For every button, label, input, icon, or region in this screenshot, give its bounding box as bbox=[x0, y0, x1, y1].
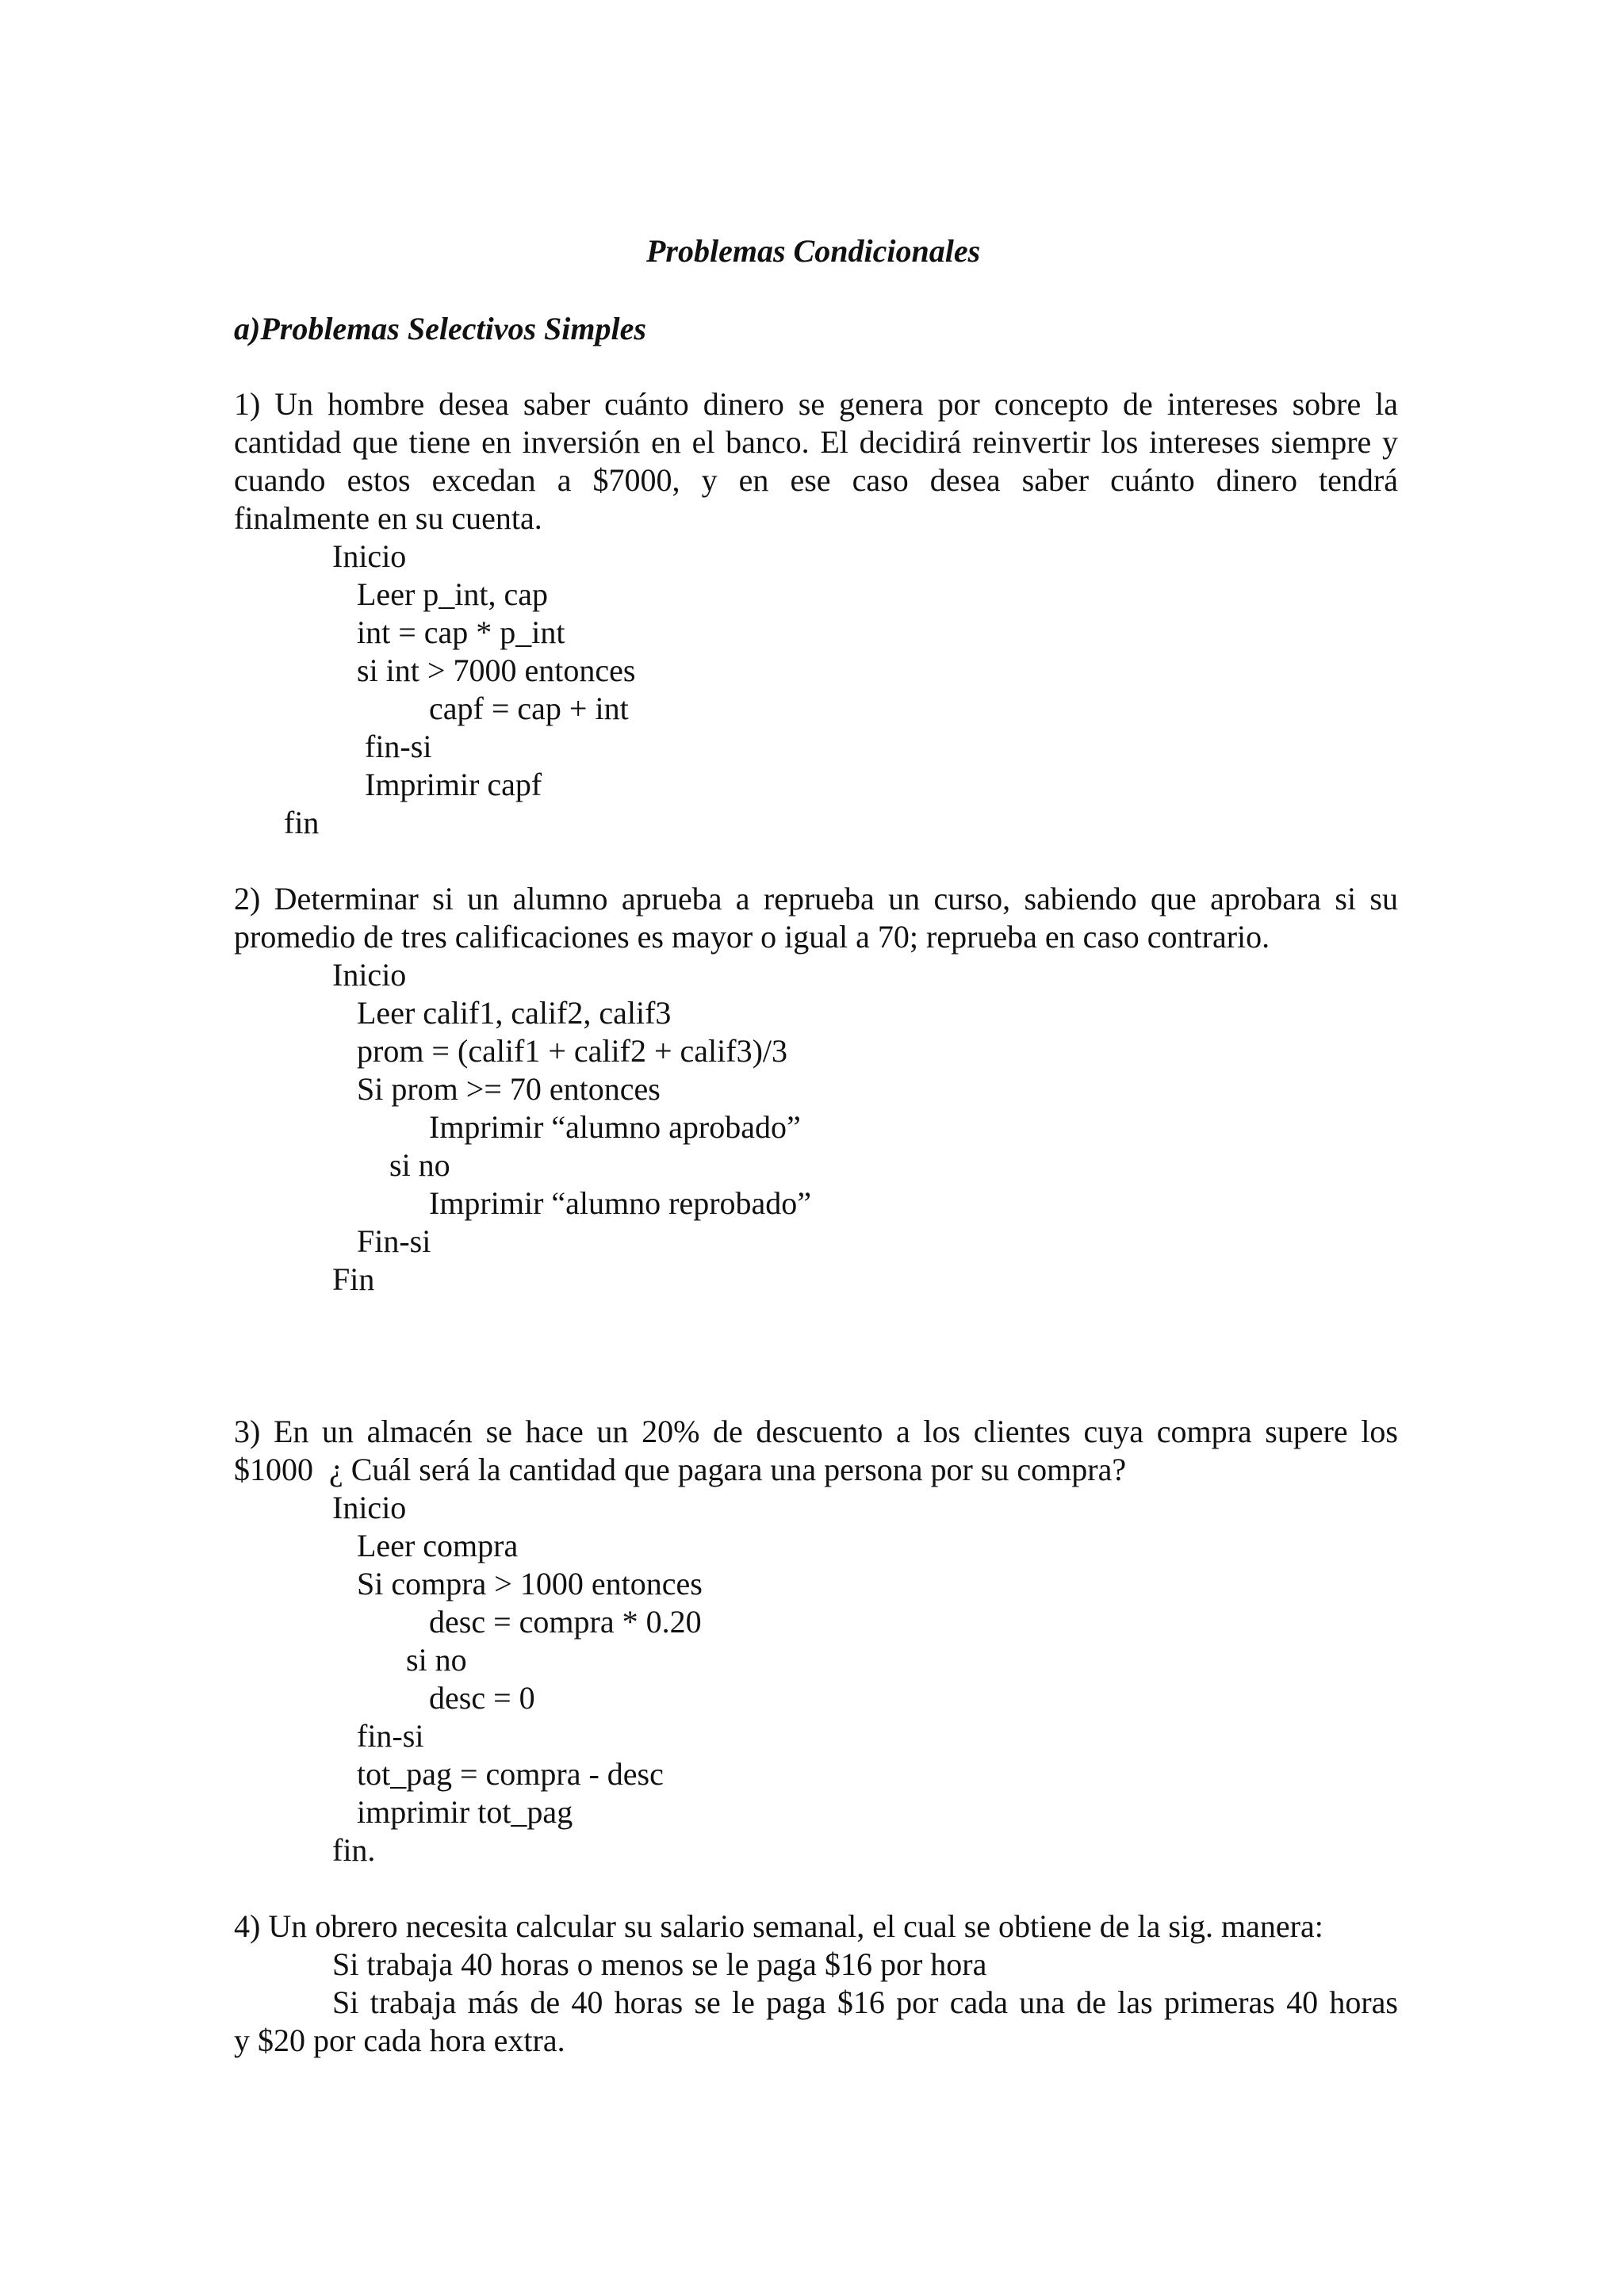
code-line: Inicio bbox=[332, 957, 407, 993]
code-line: si int > 7000 entonces bbox=[357, 652, 636, 688]
problem-1-line-3: cuando estos excedan a $7000, y en ese caso desea saber cuánto dinero tendrá bbox=[234, 462, 1398, 498]
section-subtitle: a)Problemas Selectivos Simples bbox=[234, 311, 646, 346]
code-line: Fin bbox=[332, 1261, 375, 1297]
code-line: int = cap * p_int bbox=[357, 614, 565, 650]
code-line: Fin-si bbox=[357, 1223, 431, 1259]
code-line: imprimir tot_pag bbox=[357, 1794, 573, 1830]
problem-2-line-2: promedio de tres calificaciones es mayor o igual a 70; reprueba en caso contrario. bbox=[234, 919, 1270, 955]
code-line: fin bbox=[284, 805, 320, 840]
code-line: Si compra > 1000 entonces bbox=[357, 1566, 703, 1601]
code-line: Leer compra bbox=[357, 1528, 519, 1563]
code-line: Imprimir “alumno reprobado” bbox=[429, 1185, 812, 1221]
code-line: si no bbox=[406, 1642, 467, 1678]
code-line: si no bbox=[389, 1147, 450, 1183]
problem-1-line-1: 1) Un hombre desea saber cuánto dinero se genera por concepto de intereses sobre la bbox=[234, 386, 1398, 422]
problem-3-line-1: 3) En un almacén se hace un 20% de descuento a los clientes cuya compra supere los bbox=[234, 1414, 1398, 1449]
code-line: Si prom >= 70 entonces bbox=[357, 1071, 661, 1107]
page-title: Problemas Condicionales bbox=[646, 233, 981, 269]
code-line: capf = cap + int bbox=[429, 691, 629, 726]
problem-1-line-2: cantidad que tiene en inversión en el banco. El decidirá reinvertir los intereses siempre y bbox=[234, 424, 1398, 460]
code-line: Inicio bbox=[332, 1490, 407, 1525]
code-line: Leer calif1, calif2, calif3 bbox=[357, 995, 672, 1031]
code-line: Imprimir capf bbox=[365, 767, 542, 802]
problem-4-line-3: Si trabaja más de 40 horas se le paga $16 por cada una de las primeras 40 horas bbox=[332, 1984, 1398, 2020]
code-line: prom = (calif1 + calif2 + calif3)/3 bbox=[357, 1033, 788, 1069]
problem-3-line-2: $1000 ¿ Cuál será la cantidad que pagara una persona por su compra? bbox=[234, 1452, 1127, 1487]
code-line: fin-si bbox=[365, 729, 432, 764]
code-line: fin-si bbox=[357, 1718, 424, 1754]
problem-4-line-1: 4) Un obrero necesita calcular su salario semanal, el cual se obtiene de la sig. manera: bbox=[234, 1908, 1323, 1944]
problem-2-line-1: 2) Determinar si un alumno aprueba a reprueba un curso, sabiendo que aprobara si su bbox=[234, 881, 1398, 916]
problem-4-line-4: y $20 por cada hora extra. bbox=[234, 2022, 565, 2058]
code-line: fin. bbox=[332, 1832, 376, 1868]
code-line: Leer p_int, cap bbox=[357, 576, 548, 612]
code-line: tot_pag = compra - desc bbox=[357, 1756, 664, 1792]
code-line: Inicio bbox=[332, 538, 407, 574]
code-line: desc = compra * 0.20 bbox=[429, 1604, 702, 1640]
code-line: desc = 0 bbox=[429, 1680, 535, 1716]
problem-4-line-2: Si trabaja 40 horas o menos se le paga $16 por hora bbox=[332, 1946, 987, 1982]
problem-1-line-4: finalmente en su cuenta. bbox=[234, 500, 542, 536]
code-line: Imprimir “alumno aprobado” bbox=[429, 1109, 801, 1145]
